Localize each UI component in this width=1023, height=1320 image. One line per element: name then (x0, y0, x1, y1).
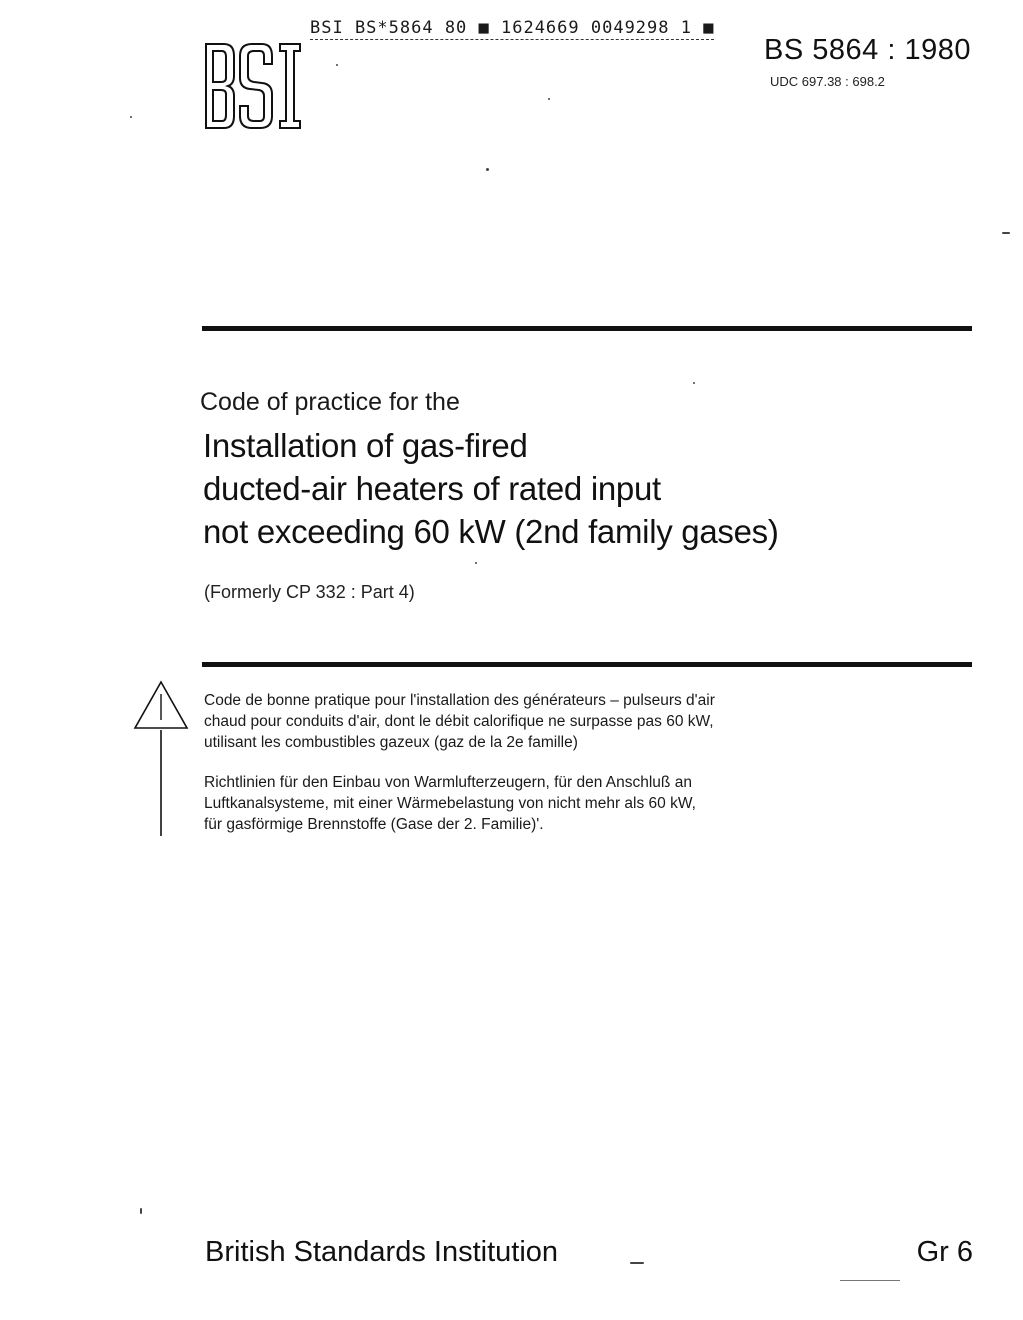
title-line: not exceeding 60 kW (2nd family gases) (203, 513, 779, 550)
french-title-translation (204, 690, 715, 753)
scan-reference-line: BSI BS*5864 80 ■ 1624669 0049298 1 ■ (310, 18, 715, 38)
warning-triangle-icon (132, 680, 190, 840)
scan-speck (840, 1280, 900, 1281)
scan-speck (548, 98, 550, 100)
title-prefix: Code of practice for the (200, 388, 460, 416)
document-title (203, 424, 779, 553)
french-line: Code de bonne pratique pour l'installation des générateurs – pulseurs d'air (204, 692, 715, 709)
french-line: chaud pour conduits d'air, dont le débit calorifique ne surpasse pas 60 kW, (204, 713, 714, 730)
german-line: Richtlinien für den Einbau von Warmlufterzeugern, für den Anschluß an (204, 774, 692, 791)
bsi-logo (204, 42, 304, 130)
top-rule (202, 326, 972, 331)
price-grade: Gr 6 (916, 1236, 973, 1268)
scan-speck (130, 116, 132, 118)
scan-speck (140, 1208, 142, 1214)
scan-speck (336, 64, 338, 66)
formerly-reference: (Formerly CP 332 : Part 4) (204, 582, 415, 602)
document-number: BS 5864 : 1980 (764, 34, 971, 66)
title-line: Installation of gas-fired (203, 427, 528, 464)
scan-speck (475, 562, 477, 564)
scan-speck (486, 168, 489, 171)
scan-speck (1002, 232, 1010, 234)
german-title-translation (204, 772, 696, 835)
publisher-name: British Standards Institution (205, 1236, 559, 1268)
udc-classification: UDC 697.38 : 698.2 (770, 74, 885, 89)
title-line: ducted-air heaters of rated input (203, 470, 661, 507)
german-line: für gasförmige Brennstoffe (Gase der 2. Familie)'. (204, 816, 544, 833)
french-line: utilisant les combustibles gazeux (gaz de la 2e famille) (204, 734, 578, 751)
scan-speck (693, 382, 695, 384)
middle-rule (202, 662, 972, 667)
german-line: Luftkanalsysteme, mit einer Wärmebelastung von nicht mehr als 60 kW, (204, 795, 696, 812)
scan-speck (630, 1262, 644, 1264)
